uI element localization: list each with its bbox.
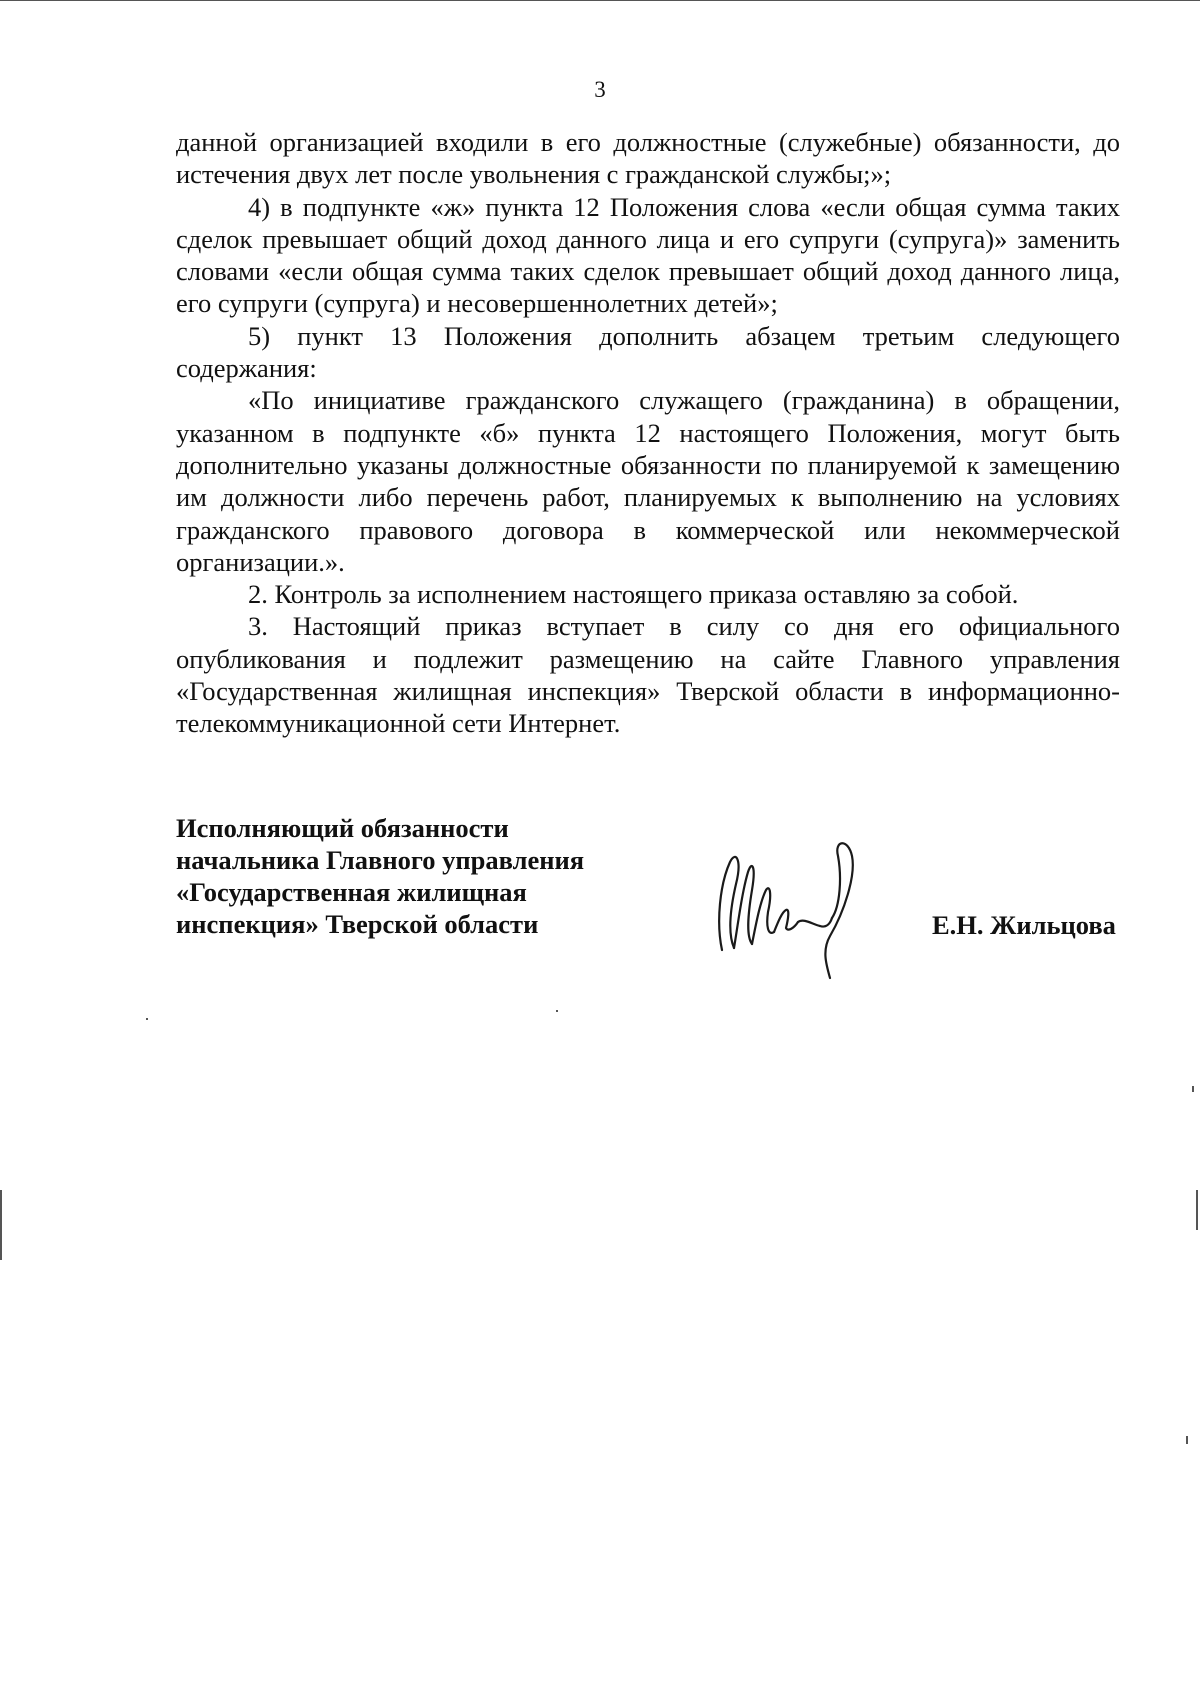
signatory-position-line: инспекция» Тверской области (176, 909, 539, 939)
signer-name: Е.Н. Жильцова (932, 910, 1116, 940)
scan-dust-mark (1186, 1436, 1188, 1444)
paragraph-point-3: 3. Настоящий приказ вступает в силу со дня его официального опубликования и подлежит размещению на сайте Главного управления «Государственная жилищная инспекция» Тверской области в информационно-телекоммуникационной сети Интернет. (176, 611, 1120, 739)
paragraph-continuation: данной организацией входили в его должностные (служебные) обязанности, до истечения двух лет после увольнения с гражданской службы;»; (176, 127, 1120, 190)
scan-dust-mark (1192, 1086, 1194, 1092)
scan-dust-mark (146, 1018, 148, 1020)
signatory-position-line: Исполняющий обязанности (176, 813, 509, 843)
paragraph-point-2: 2. Контроль за исполнением настоящего приказа оставляю за собой. (248, 579, 1019, 610)
signatory-position (176, 812, 676, 940)
scan-edge-mark (0, 1190, 2, 1260)
signatory-position-line: «Государственная жилищная (176, 877, 527, 907)
signatory-position-line: начальника Главного управления (176, 845, 585, 875)
scan-dust-mark (556, 1010, 558, 1012)
paragraph-item-4: 4) в подпункте «ж» пункта 12 Положения слова «если общая сумма таких сделок превышает общий доход данного лица и его супруги (супруга)» заменить словами «если общая сумма таких сделок превышает общий доход данного лица, его супруги (супруга) и несовершеннолетних детей»; (176, 191, 1120, 319)
page-number: 3 (594, 77, 606, 102)
paragraph-quoted-amendment: «По инициативе гражданского служащего (гражданина) в обращении, указанном в подпункте «б» пункта 12 настоящего Положения, могут быть дополнительно указаны должностные обязанности по планируемой к замещению им должности либо перечень работ, планируемых к выполнению на условиях гражданского правового договора в коммерческой или некоммерческой организации.». (176, 385, 1120, 577)
scan-dust-mark (0, 0, 1200, 1)
document-body (176, 126, 1120, 740)
scan-edge-mark (1196, 1190, 1198, 1230)
handwritten-signature (708, 832, 878, 982)
paragraph-item-5: 5) пункт 13 Положения дополнить абзацем третьим следующего содержания: (176, 320, 1120, 384)
